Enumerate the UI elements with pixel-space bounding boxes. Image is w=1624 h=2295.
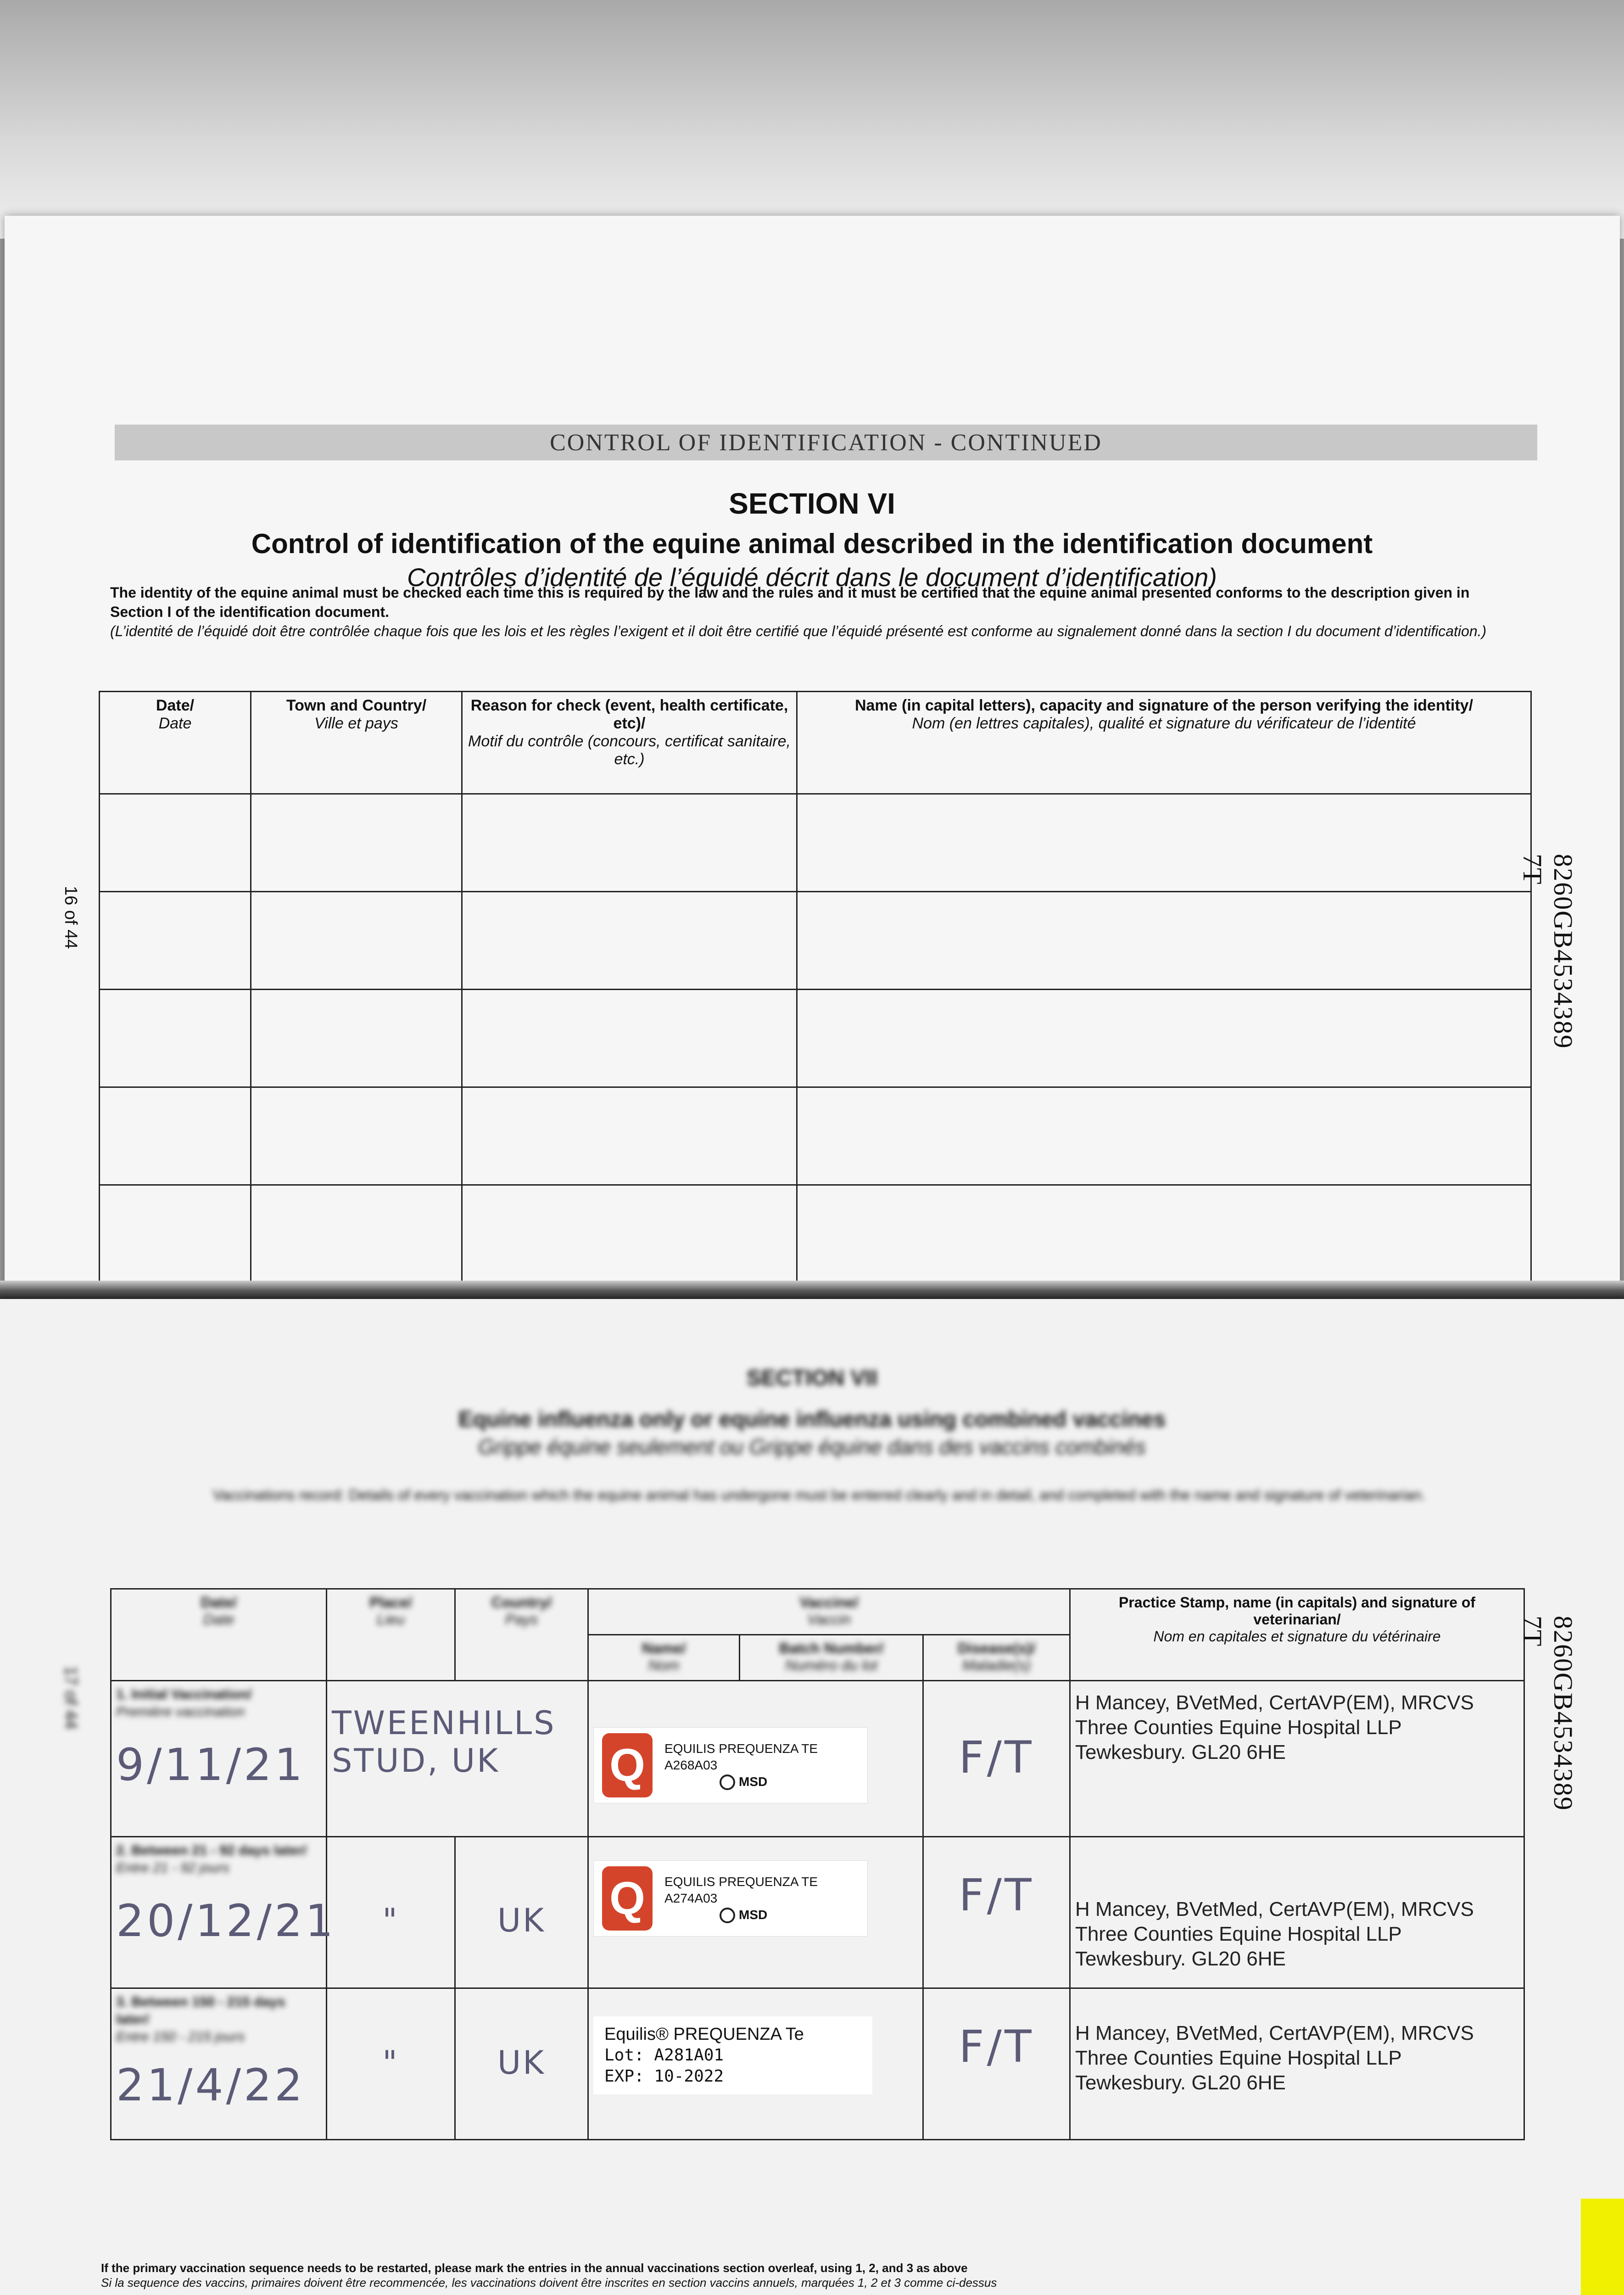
lower-title: Equine influenza only or equine influenza using combined vaccines xyxy=(458,1407,1166,1432)
row-2-country-cell xyxy=(455,1837,588,1988)
intro-text xyxy=(110,583,1514,641)
footnote-fr: Si la sequence des vaccins, primaires doivent être recommencée, les vaccinations doivent être inscrites en section vaccins annuels, marquées 1, 2 et 3 comme ci-dessus xyxy=(101,2276,997,2289)
row-1-date-cell xyxy=(111,1681,327,1837)
row-1-place-cell xyxy=(327,1681,588,1837)
row-2-vaccine-name: EQUILIS PREQUENZA TE xyxy=(664,1874,818,1889)
q-logo-icon: Q xyxy=(602,1733,653,1797)
table-header-row xyxy=(100,692,1531,794)
row-3-country: UK xyxy=(497,2044,546,2082)
table-row xyxy=(100,1087,1531,1185)
row-3-vet-cell xyxy=(1070,1988,1524,2140)
lower-title-fr: Grippe équine seulement ou Grippe équine dans des vaccins combinés xyxy=(478,1435,1146,1459)
intro-fr: (L’identité de l’équidé doit être contrôlée chaque fois que les lois et les règles l’exigent et il doit être certifié que l’équidé présenté est conforme au signalement donné dans la section I du document d’identification.) xyxy=(110,623,1487,639)
row-2-date-cell xyxy=(111,1837,336,1988)
table-row xyxy=(100,1185,1531,1283)
row-3-vaccine-name: Equilis® PREQUENZA Te xyxy=(604,2025,804,2044)
yellow-tab xyxy=(1581,2199,1624,2295)
col-vacc-name: Name/ Nom xyxy=(588,1635,740,1681)
section-heading: SECTION VI xyxy=(729,487,895,520)
row-3-disease-cell xyxy=(923,1988,1070,2140)
section-band xyxy=(115,425,1537,460)
row-3-exp: 10-2022 xyxy=(654,2067,724,2086)
page-fold xyxy=(0,1281,1624,1299)
row-3-country-cell xyxy=(455,1988,588,2140)
row-2-batch: A274A03 xyxy=(664,1891,718,1905)
col-vacc-batch: Batch Number/ Numéro du lot xyxy=(740,1635,923,1681)
row-3-disease: F/T xyxy=(959,2021,1034,2072)
row-2-country: UK xyxy=(497,1902,546,1939)
row-1-disease-cell xyxy=(923,1681,1070,1837)
col-date: Date/ Date xyxy=(100,692,251,794)
col-town-country: Town and Country/ Ville et pays xyxy=(251,692,462,794)
col-vacc-vaccine: Vaccine/ Vaccin xyxy=(588,1589,1070,1635)
col-vacc-country: Country/ Pays xyxy=(455,1589,588,1681)
vaccination-table xyxy=(110,1588,1525,2140)
page-title-fr: Contrôles d’identité de l’équidé décrit dans le document d’identification) xyxy=(407,563,1217,592)
lower-section-heading: SECTION VII xyxy=(746,1366,878,1390)
vaccination-row-2 xyxy=(111,1837,1524,1988)
row-3-date: 21/4/22 xyxy=(116,2060,306,2111)
scanner-background xyxy=(0,0,1624,239)
vacc-header-row xyxy=(111,1589,1524,1635)
table-row xyxy=(100,892,1531,990)
row-2-date: 20/12/21 xyxy=(116,1895,336,1947)
row-2-vet-cell xyxy=(1070,1837,1524,1988)
row-1-label: 1. Initial Vaccination/ Première vaccination xyxy=(116,1687,252,1719)
page-title: Control of identification of the equine animal described in the identification document xyxy=(251,528,1373,559)
row-1-vet-stamp: H Mancey, BVetMed, CertAVP(EM), MRCVS Three Counties Equine Hospital LLP Tewkesbury. GL20 6HE xyxy=(1075,1691,1474,1763)
row-2-disease: F/T xyxy=(959,1870,1034,1921)
page-number-16: 16 of 44 xyxy=(61,886,80,949)
col-vacc-date: Date/ Date xyxy=(111,1589,327,1681)
col-reason: Reason for check (event, health certificate, etc)/ Motif du contrôle (concours, certificat sanitaire, etc.) xyxy=(462,692,797,794)
row-2-label: 2. Between 21 - 92 days later/ Entre 21 - 92 jours xyxy=(116,1843,307,1875)
row-1-batch: A268A03 xyxy=(664,1758,718,1772)
row-1-vaccine-name: EQUILIS PREQUENZA TE xyxy=(664,1741,818,1756)
row-2-vaccine-cell xyxy=(588,1837,923,1988)
msd-label: MSD xyxy=(739,1907,768,1922)
row-3-lot-label: Lot: xyxy=(604,2046,644,2065)
col-verifier: Name (in capital letters), capacity and signature of the person verifying the identity/ Nom (en lettres capitales), qualité et signature du vérificateur de l’identité xyxy=(797,692,1531,794)
q-logo-icon: Q xyxy=(602,1866,653,1931)
col-vacc-place: Place/ Lieu xyxy=(327,1589,455,1681)
vaccination-row-3 xyxy=(111,1988,1524,2140)
row-2-place-cell xyxy=(327,1837,455,1988)
row-1-date: 9/11/21 xyxy=(116,1739,306,1791)
row-3-vaccine-label xyxy=(593,2016,872,2094)
msd-logo-icon xyxy=(720,1908,735,1923)
vaccination-row-1 xyxy=(111,1681,1524,1837)
section-band-text: CONTROL OF IDENTIFICATION - CONTINUED xyxy=(550,429,1102,456)
row-2-disease-cell xyxy=(923,1837,1070,1988)
col-vacc-vet: Practice Stamp, name (in capitals) and signature of veterinarian/ Nom en capitales et signature du vétérinaire xyxy=(1070,1589,1524,1681)
msd-label: MSD xyxy=(739,1774,768,1789)
row-1-vet-cell xyxy=(1070,1681,1524,1837)
row-3-label: 3. Between 150 - 215 days later/ Entre 150 - 215 jours xyxy=(116,1994,285,2044)
row-3-exp-label: EXP: xyxy=(604,2067,644,2086)
footnote xyxy=(101,2261,1524,2290)
msd-logo-icon xyxy=(720,1774,735,1790)
footnote-en: If the primary vaccination sequence needs to be restarted, please mark the entries in the annual vaccinations section overleaf, using 1, 2, and 3 as above xyxy=(101,2261,968,2275)
row-3-place: " xyxy=(382,2044,399,2082)
row-2-vet-stamp: H Mancey, BVetMed, CertAVP(EM), MRCVS Three Counties Equine Hospital LLP Tewkesbury. GL20 6HE xyxy=(1075,1898,1474,1970)
row-2-vaccine-sticker xyxy=(593,1860,868,1937)
row-3-batch: A281A01 xyxy=(654,2046,724,2065)
row-2-place: " xyxy=(382,1902,399,1939)
page-number-17: 17 of 44 xyxy=(61,1666,80,1730)
row-3-date-cell xyxy=(111,1988,327,2140)
table-row xyxy=(100,990,1531,1087)
row-1-place: TWEENHILLS STUD, UK xyxy=(332,1704,556,1780)
row-3-vet-stamp: H Mancey, BVetMed, CertAVP(EM), MRCVS Three Counties Equine Hospital LLP Tewkesbury. GL20 6HE xyxy=(1075,2022,1474,2094)
passport-number-upper: 8260GB4534389 7T xyxy=(1518,854,1578,1049)
intro-en: The identity of the equine animal must be checked each time this is required by the law and the rules and it must be certified that the equine animal presented conforms to the description given in Section I of the identification document. xyxy=(110,584,1470,620)
table-row xyxy=(100,794,1531,892)
row-1-disease: F/T xyxy=(959,1732,1034,1783)
passport-number-lower: 8260GB4534389 7T xyxy=(1518,1616,1578,1811)
row-1-vaccine-cell xyxy=(588,1681,923,1837)
col-vacc-disease: Disease(s)/ Maladie(s) xyxy=(923,1635,1070,1681)
row-1-vaccine-sticker xyxy=(593,1727,868,1803)
row-3-vaccine-cell xyxy=(588,1988,923,2140)
row-3-place-cell xyxy=(327,1988,455,2140)
lower-intro: Vaccinations record: Details of every vaccination which the equine animal has undergone must be entered clearly and in detail, and completed with the name and signature of veterinarian. xyxy=(212,1487,1426,1503)
identification-check-table xyxy=(99,691,1532,1283)
